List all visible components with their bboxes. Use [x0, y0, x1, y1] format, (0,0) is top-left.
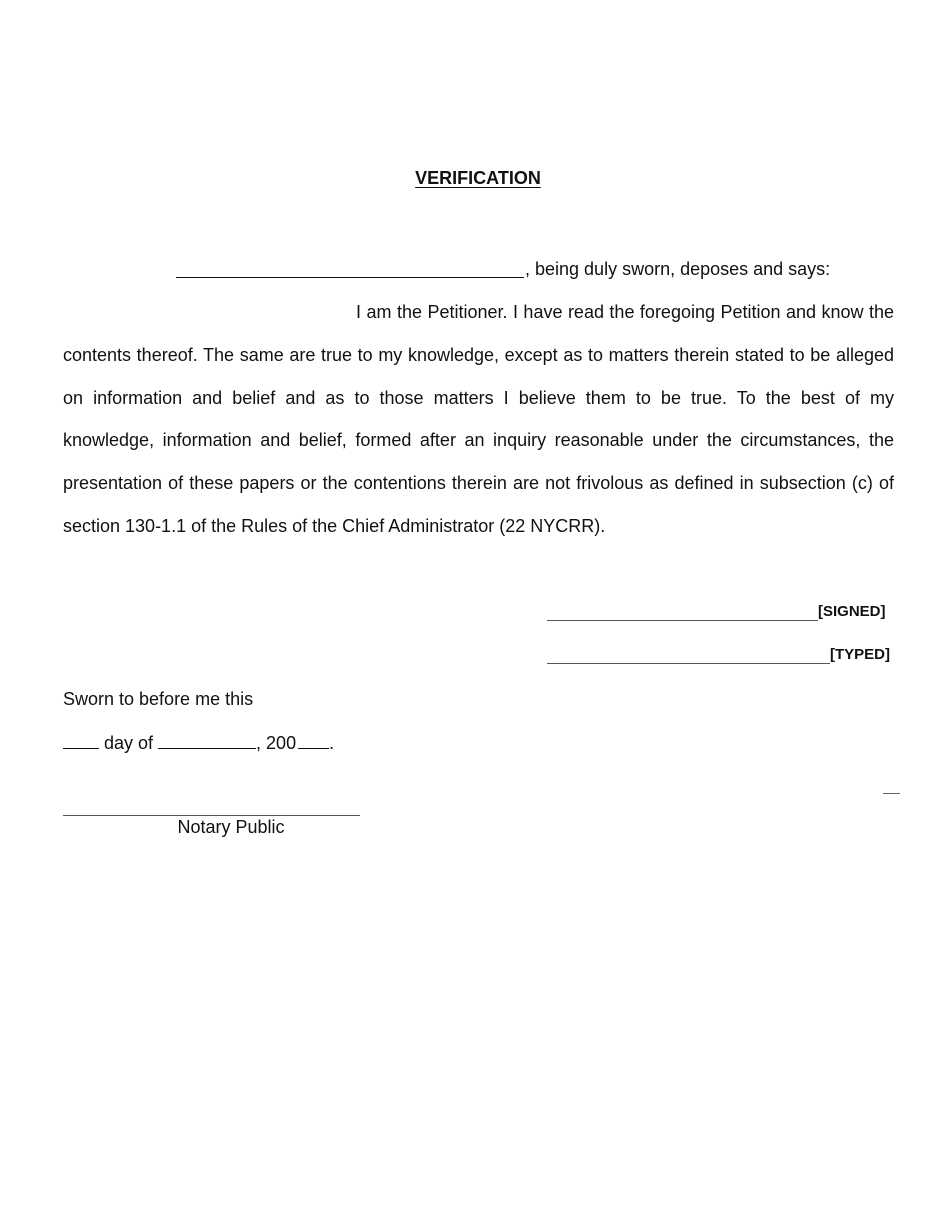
signed-signature-line[interactable] — [547, 620, 818, 621]
day-of-text: day of — [104, 733, 154, 753]
sworn-date-row — [63, 730, 334, 755]
typed-name-line[interactable] — [547, 663, 830, 664]
notary-label: Notary Public — [177, 817, 285, 837]
page-mark — [883, 793, 900, 794]
year-blank[interactable] — [298, 730, 329, 749]
signed-label: [SIGNED] — [818, 603, 886, 620]
month-blank[interactable] — [158, 730, 256, 749]
year-prefix-text: , 200 — [256, 733, 297, 753]
year-suffix-text: . — [329, 733, 335, 753]
deponent-name-blank[interactable] — [176, 277, 524, 278]
day-blank[interactable] — [63, 730, 99, 749]
typed-label: [TYPED] — [830, 646, 890, 663]
document-title: VERIFICATION — [415, 168, 541, 188]
intro-text: , being duly sworn, deposes and says: — [525, 259, 831, 279]
verification-body: I am the Petitioner. I have read the foregoing Petition and know the contents thereof. The same are true to my knowledge, except as to matters therein stated to be alleged on information and belief and as to those matters I believe them to be true. To the best of my knowledge, information and belief, formed after an inquiry reasonable under the circumstances, the presentation of these papers or the contentions therein are not frivolous as defined in subsection (c) of section 130-1.1 of the Rules of the Chief Administrator (22 NYCRR). — [63, 302, 894, 536]
sworn-text: Sworn to before me this — [63, 689, 254, 709]
